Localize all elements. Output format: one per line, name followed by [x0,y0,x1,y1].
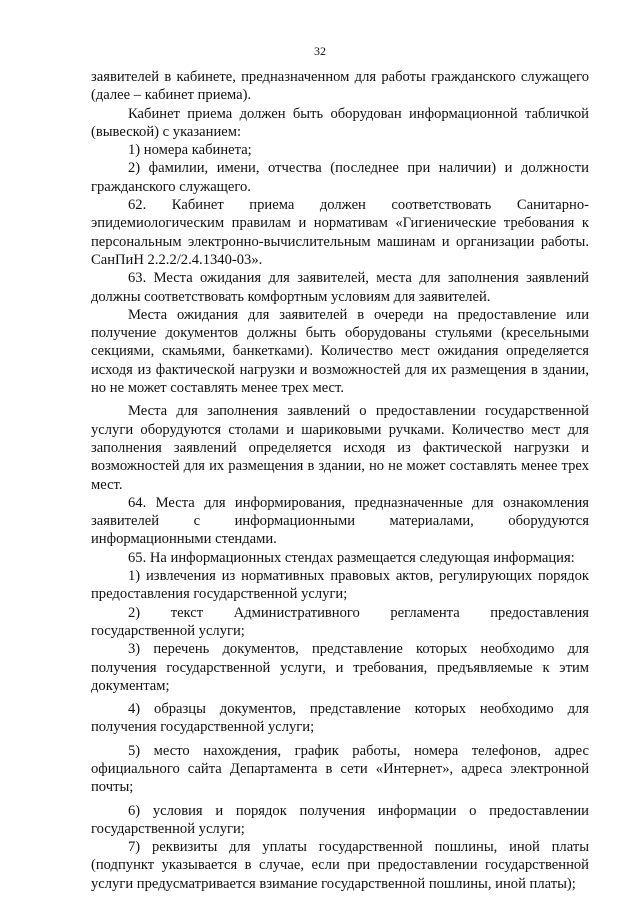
paragraph-64: 64. Места для информирования, предназначенные для ознакомления заявителей с информационными материалами, оборудуются информационными стендами. [91,494,589,548]
list-item-legal-extracts: 1) извлечения из нормативных правовых актов, регулирующих порядок предоставления государственной услуги; [91,568,589,603]
page-number: 32 [314,44,326,58]
list-item-payment-details: 7) реквизиты для уплаты государственной пошлины, иной платы (подпункт указывается в случае, если при предоставлении государственной услуги предусматривается взимание государственной пошлины, иной платы); [91,839,589,892]
paragraph-application-places: Места для заполнения заявлений о предоставлении государственной услуги оборудуются столами и шариковыми ручками. Количество мест для заполнения заявлений определяется исходя из фактической нагрузки и возможностей для их размещения в здании, но не может составлять менее трех мест. [91,403,589,493]
list-item-document-samples: 4) образцы документов, представление которых необходимо для получения государственной услуги; [91,701,589,736]
paragraph-65: 65. На информационных стендах размещается следующая информация: [128,549,575,566]
paragraph-waiting-places: Места ожидания для заявителей в очереди на предоставление или получение документов должны быть оборудованы стульями (кресельными секциями, скамьями, банкетками). Количество мест ожидания определяется исходя из фактической нагрузки и возможностей для их размещения в здании, но не может составлять менее трех мест. [91,306,589,397]
list-item-regulation-text: 2) текст Административного регламента предоставления государственной услуги; [91,604,589,639]
document-text [91,68,589,893]
list-item-cabinet-number: 1) номера кабинета; [128,142,252,159]
list-item-location-contacts: 5) место нахождения, график работы, номера телефонов, адрес официального сайта Департамента в сети «Интернет», адреса электронной почты; [91,742,589,796]
list-item-document-list: 3) перечень документов, представление которых необходимо для получения государственной услуги, и требования, предъявляемые к этим документам; [91,641,589,694]
paragraph-cabinet-sign: Кабинет приема должен быть оборудован информационной табличкой (вывеской) с указанием: [91,105,589,140]
list-item-employee-name: 2) фамилии, имени, отчества (последнее при наличии) и должности гражданского служащего. [91,160,589,195]
paragraph-63: 63. Места ожидания для заявителей, места для заполнения заявлений должны соответствовать комфортным условиям для заявителей. [91,270,589,305]
list-item-information-conditions: 6) условия и порядок получения информации о предоставлении государственной услуги; [91,802,589,837]
paragraph-62: 62. Кабинет приема должен соответствовать Санитарно-эпидемиологическим правилам и нормативам «Гигиенические требования к персональным электронно-вычислительным машинам и организации работы. СанПиН 2.2.2/2.4.1340-03». [91,197,589,268]
paragraph-cabinet-continuation: заявителей в кабинете, предназначенном для работы гражданского служащего (далее – кабинет приема). [91,69,589,104]
